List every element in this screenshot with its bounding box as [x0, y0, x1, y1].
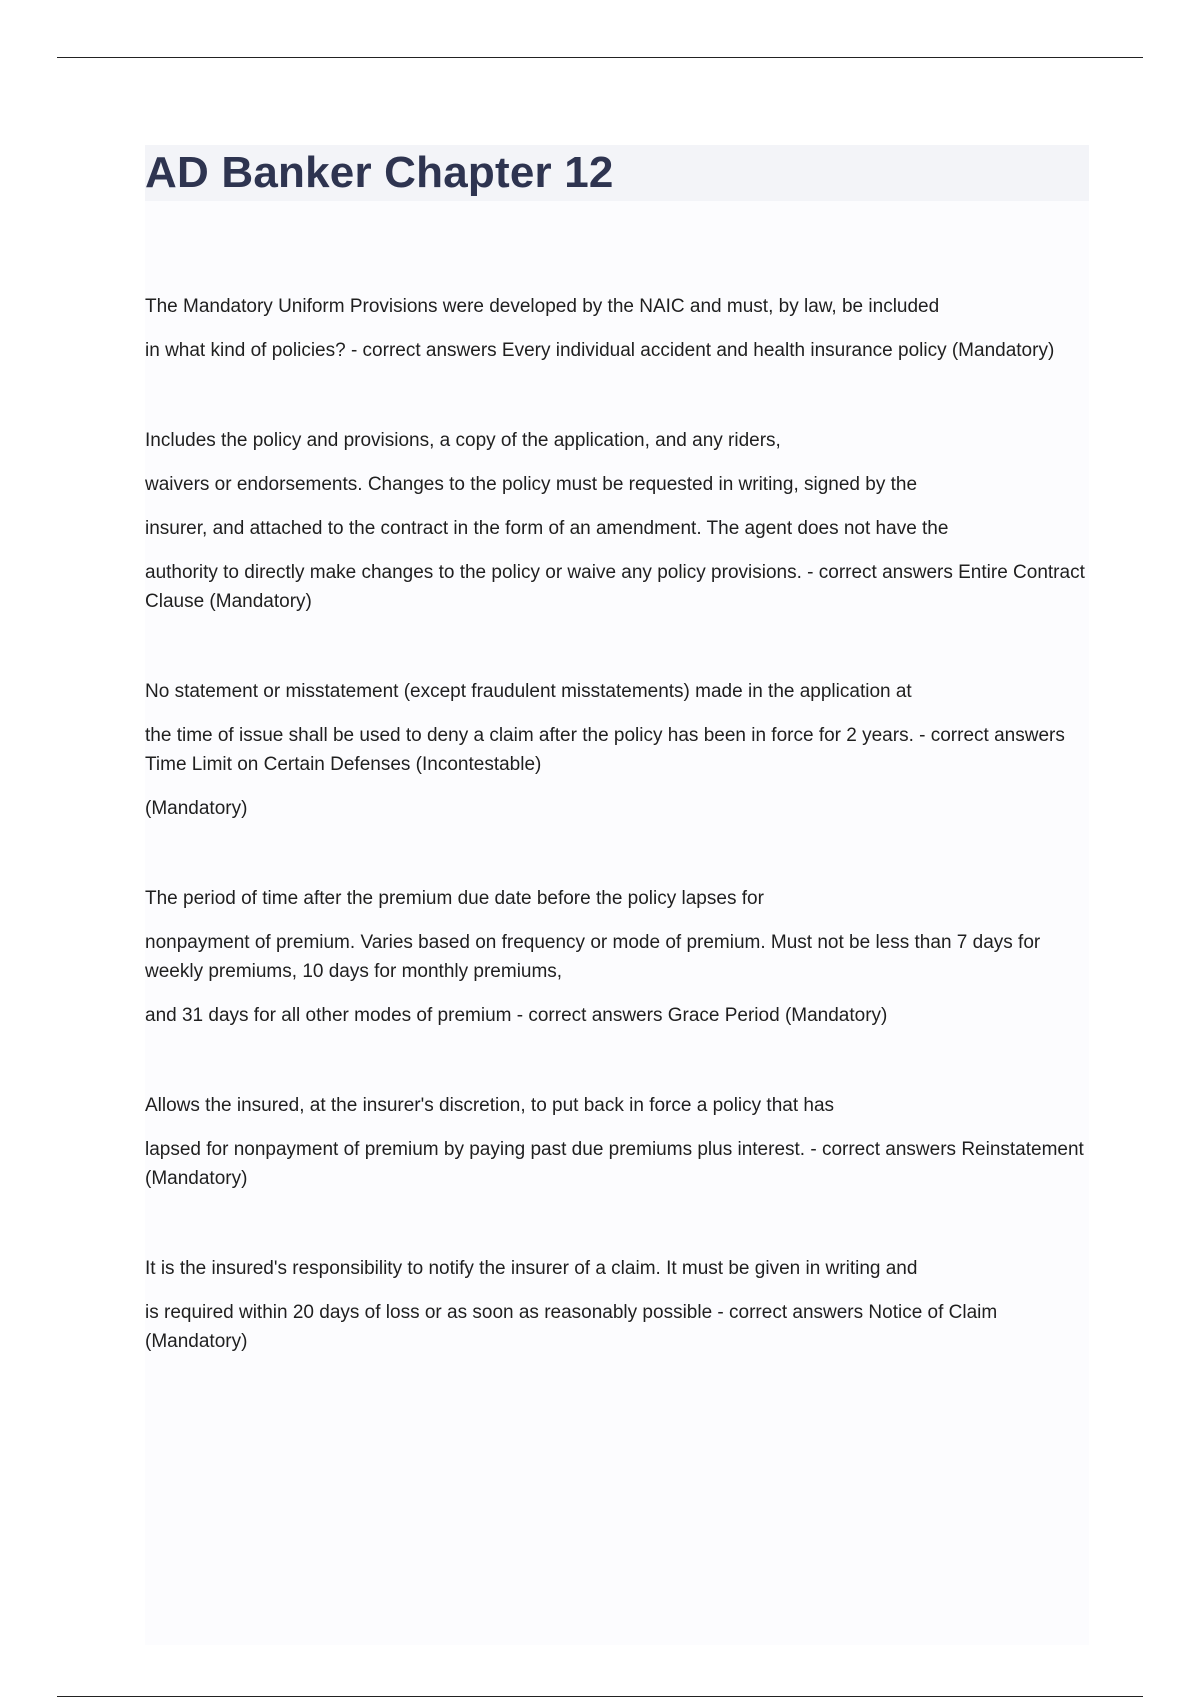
qa-line: No statement or misstatement (except fraudulent misstatements) made in the application at	[145, 681, 912, 702]
qa-line: and 31 days for all other modes of premium - correct answers Grace Period (Mandatory)	[145, 1005, 888, 1026]
qa-line: is required within 20 days of loss or as soon as reasonably possible - correct answers Notice of Claim (Mandatory)	[145, 1302, 998, 1352]
bottom-rule	[57, 1696, 1143, 1697]
qa-line: in what kind of policies? - correct answers Every individual accident and health insurance policy (Mandatory)	[145, 340, 1055, 361]
qa-line: lapsed for nonpayment of premium by paying past due premiums plus interest. - correct answers Reinstatement (Mandatory)	[145, 1139, 1084, 1189]
qa-line: insurer, and attached to the contract in the form of an amendment. The agent does not have the	[145, 518, 949, 539]
qa-item-grace-period	[145, 884, 1089, 1030]
top-rule	[57, 57, 1143, 58]
qa-item-entire-contract-clause	[145, 426, 1089, 616]
qa-item-reinstatement	[145, 1091, 1089, 1193]
qa-line: the time of issue shall be used to deny a claim after the policy has been in force for 2 years. - correct answers Time Limit on Certain Defenses (Incontestable)	[145, 725, 1065, 775]
qa-line: (Mandatory)	[145, 798, 248, 819]
qa-item-notice-of-claim	[145, 1254, 1089, 1356]
qa-item-time-limit-on-certain-defenses	[145, 677, 1089, 823]
qa-line: It is the insured's responsibility to notify the insurer of a claim. It must be given in writing and	[145, 1258, 918, 1279]
qa-line: The period of time after the premium due date before the policy lapses for	[145, 888, 764, 909]
qa-line: The Mandatory Uniform Provisions were developed by the NAIC and must, by law, be included	[145, 296, 940, 317]
qa-item-mandatory-uniform-provisions	[145, 292, 1089, 365]
qa-line: waivers or endorsements. Changes to the policy must be requested in writing, signed by the	[145, 474, 918, 495]
page-title: AD Banker Chapter 12	[145, 148, 614, 197]
qa-line: authority to directly make changes to the policy or waive any policy provisions. - correct answers Entire Contract Clause (Mandatory)	[145, 562, 1085, 612]
qa-line: nonpayment of premium. Varies based on frequency or mode of premium. Must not be less than 7 days for weekly premiums, 10 days for monthly premiums,	[145, 932, 1041, 982]
qa-line: Includes the policy and provisions, a copy of the application, and any riders,	[145, 430, 781, 451]
qa-line: Allows the insured, at the insurer's discretion, to put back in force a policy that has	[145, 1095, 835, 1116]
qa-list	[145, 292, 1089, 1417]
